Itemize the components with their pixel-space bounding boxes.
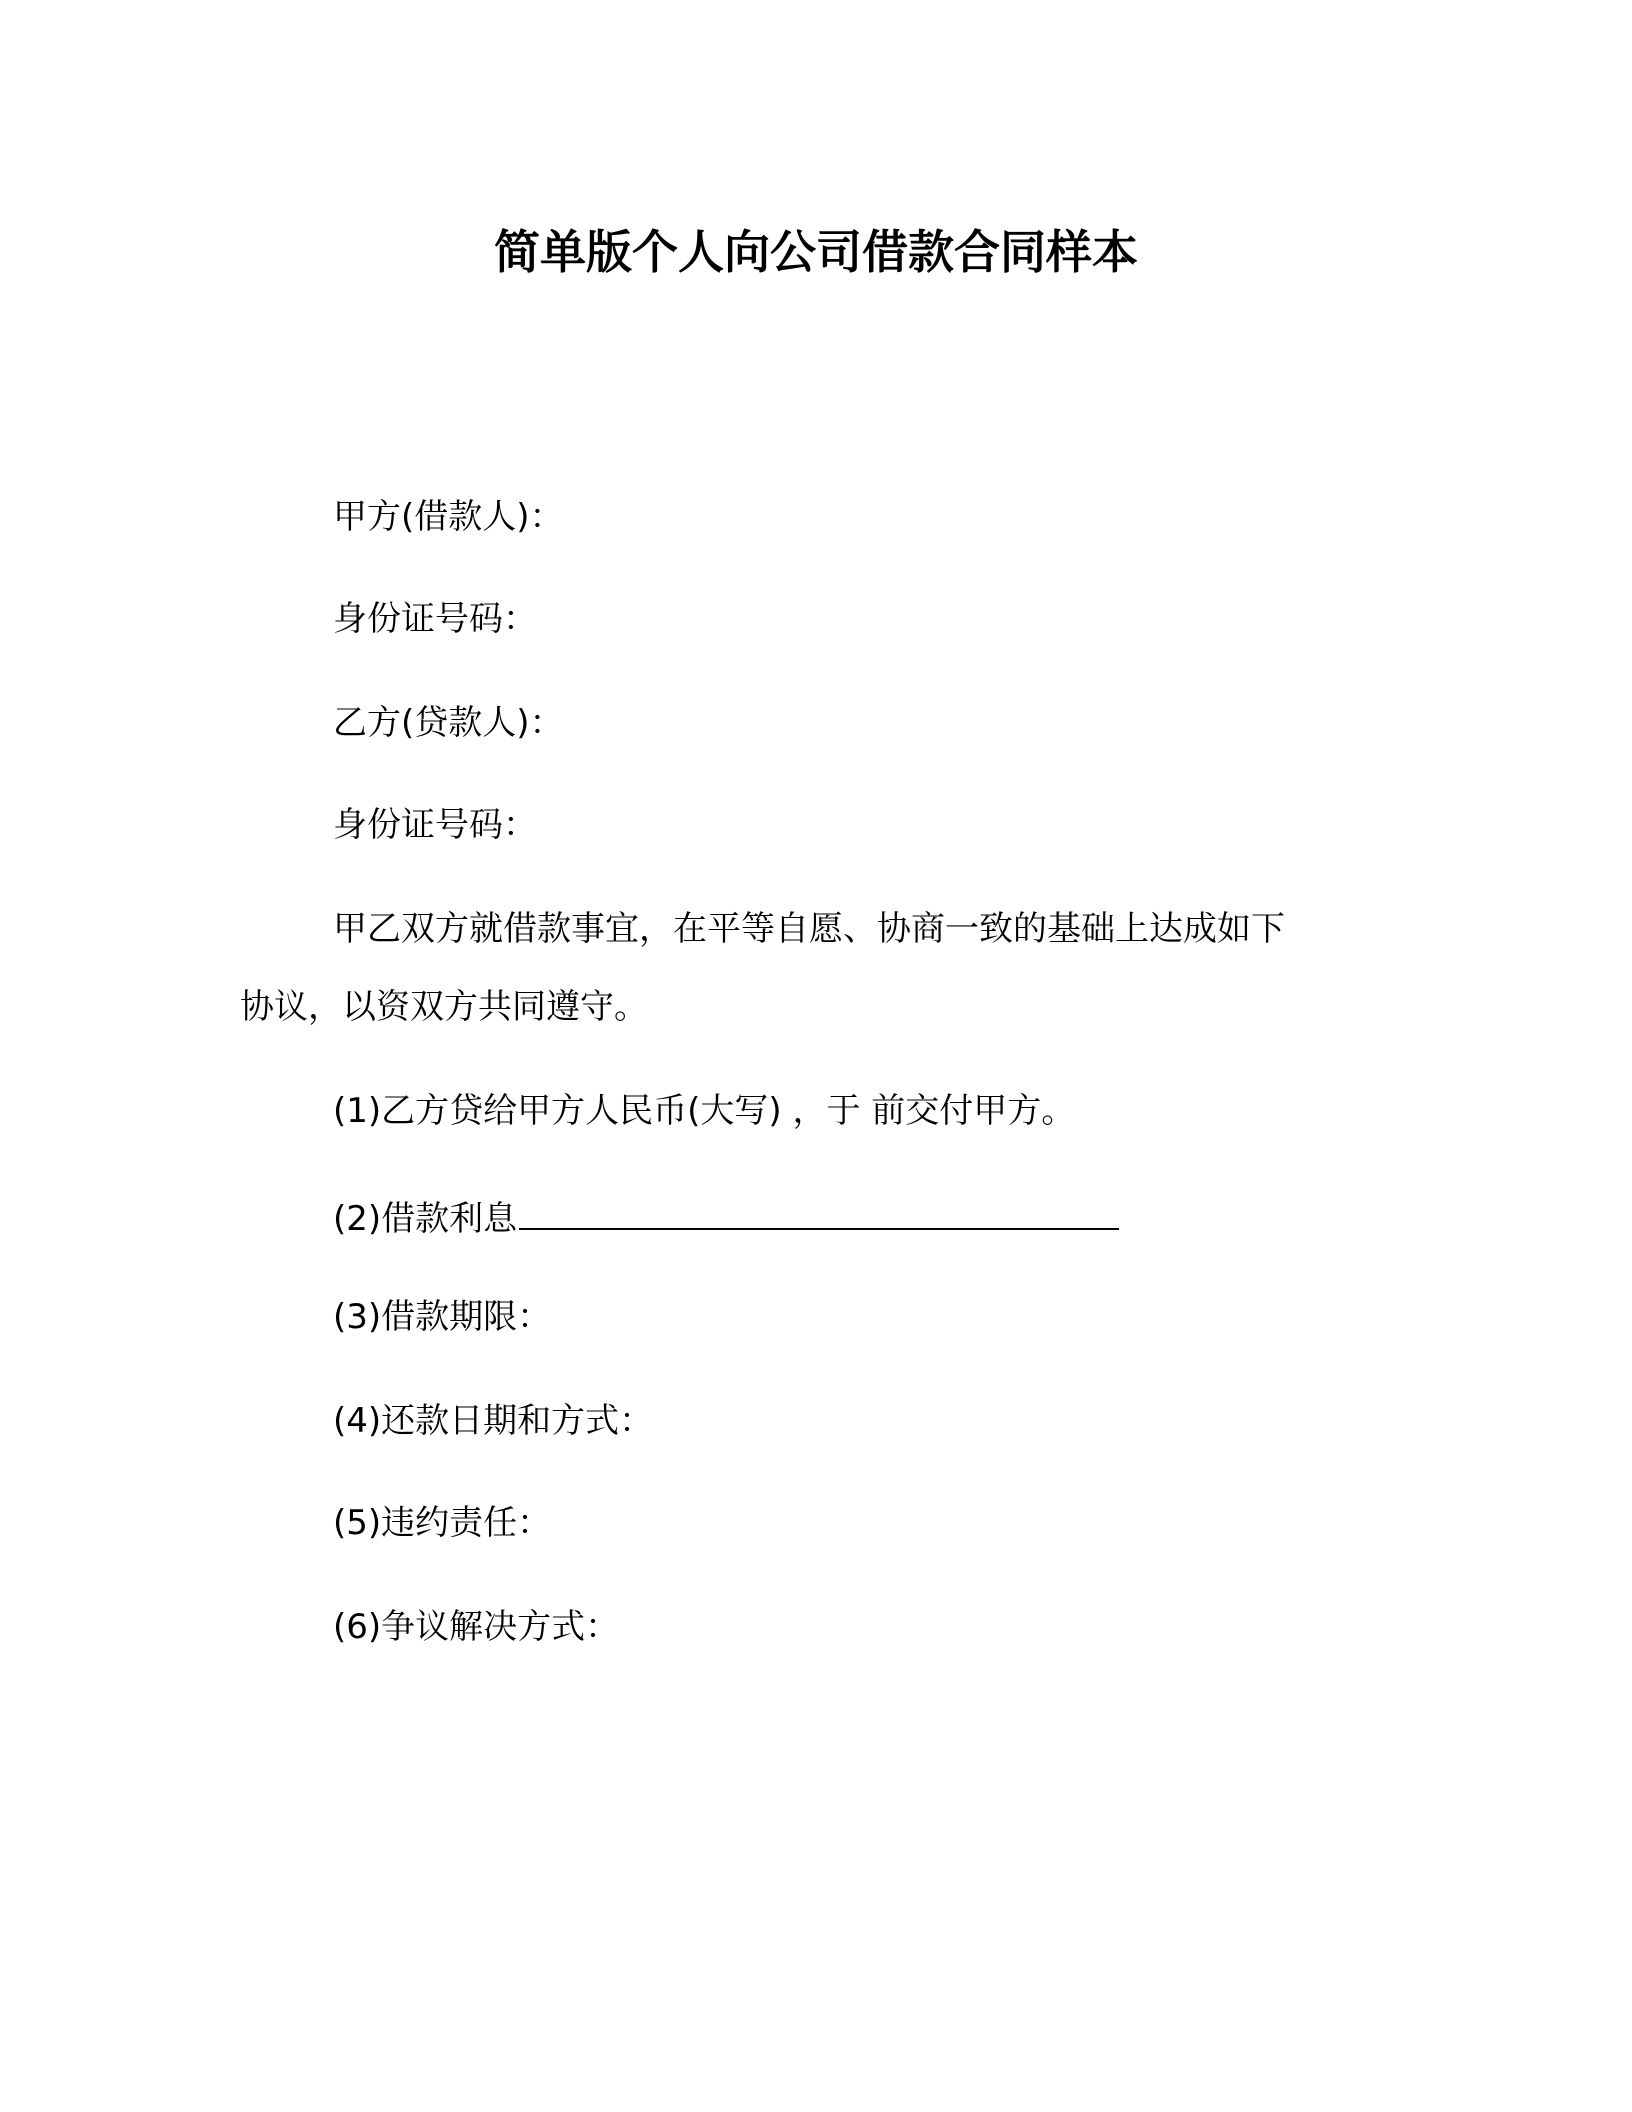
party-b-label: 乙方(贷款人)： (333, 703, 564, 743)
party-a-label: 甲方(借款人)： (333, 497, 564, 537)
document-title: 简单版个人向公司借款合同样本 (494, 225, 1138, 279)
preamble-line-1: 甲乙双方就借款事宜，在平等自愿、协商一致的基础上达成如下 (333, 909, 1285, 949)
clause-2-label: (2)借款利息 (333, 1199, 518, 1239)
party-a-id-label: 身份证号码： (333, 599, 537, 639)
clause-1: (1)乙方贷给甲方人民币(大写) ，于 前交付甲方。 (333, 1091, 1076, 1131)
clause-4: (4)还款日期和方式： (333, 1401, 654, 1441)
clause-3: (3)借款期限： (333, 1297, 552, 1337)
party-b-id-label: 身份证号码： (333, 805, 537, 845)
clause-5: (5)违约责任： (333, 1503, 552, 1543)
interest-blank-line (519, 1190, 1119, 1230)
preamble-line-2: 协议，以资双方共同遵守。 (240, 987, 648, 1027)
clause-2 (333, 1190, 1119, 1244)
clause-6: (6)争议解决方式： (333, 1607, 620, 1647)
